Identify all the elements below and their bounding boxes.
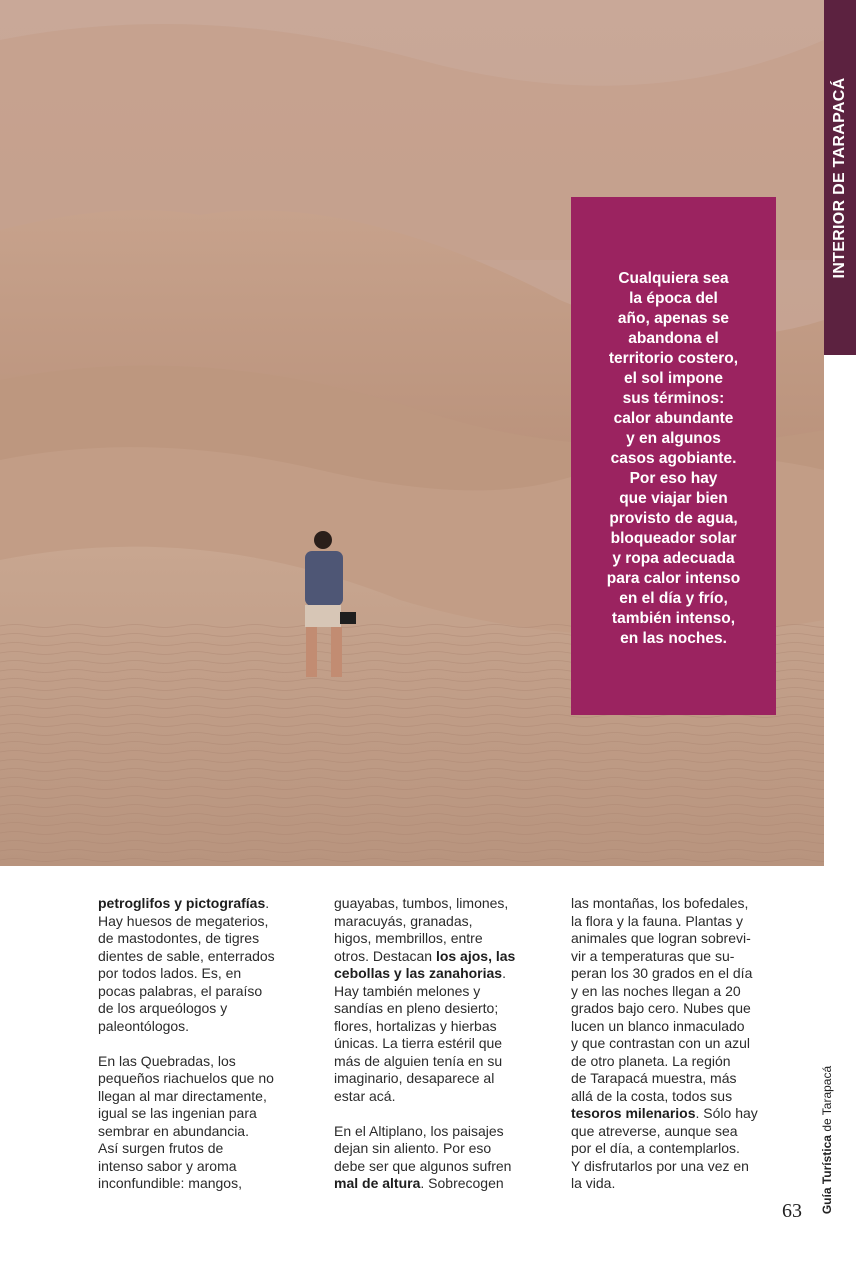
quote-line: provisto de agua,	[609, 510, 738, 527]
quote-line: el sol impone	[623, 370, 724, 387]
text-line: sandías en pleno desierto;	[334, 1000, 499, 1016]
quote-line: Por eso hay	[629, 470, 718, 487]
quote-line: Cualquiera sea	[618, 270, 729, 287]
guide-title: Guía Turística	[820, 1135, 834, 1215]
text-line: guayabas, tumbos, limones,	[334, 895, 509, 911]
quote-line: en el día y frío,	[619, 590, 728, 607]
text-line: la vida.	[571, 1175, 616, 1191]
text-line: únicas. La tierra estéril que	[334, 1035, 503, 1051]
section-side-tab-label: INTERIOR DE TARAPACÁ	[831, 77, 848, 278]
quote-line: bloqueador solar	[610, 530, 737, 547]
quote-line: año, apenas se	[617, 310, 730, 327]
quote-line: la época del	[629, 290, 718, 307]
paragraph-gap	[98, 1035, 304, 1053]
paragraph-gap	[334, 1105, 540, 1123]
bold-phrase: mal de altura	[334, 1175, 421, 1191]
text-line: allá de la costa, todos sus	[571, 1087, 733, 1104]
text-line: sembrar en abundancia.	[98, 1122, 249, 1139]
text-line: de los arqueólogos y	[98, 1000, 228, 1016]
text-line: las montañas, los bofedales,	[571, 895, 749, 911]
body-column-1	[98, 895, 304, 1193]
quote-line: territorio costero,	[608, 350, 739, 367]
section-side-tab	[824, 0, 856, 355]
text-line: imaginario, desaparece al	[334, 1070, 495, 1086]
text-line: lucen un blanco inmaculado	[571, 1017, 745, 1034]
text-line: En el Altiplano, los paisajes	[334, 1122, 504, 1139]
text-line: de Tarapacá muestra, más	[571, 1070, 737, 1086]
text-line: y en las noches llegan a 20	[571, 982, 741, 999]
text-line: dejan sin aliento. Por eso	[334, 1140, 492, 1156]
text-line: peran los 30 grados en el día	[571, 965, 753, 981]
text-line: petroglifos y pictografías.	[98, 895, 270, 911]
quote-line: calor abundante	[613, 410, 734, 427]
text-line: maracuyás, granadas,	[334, 912, 473, 929]
text-line: grados bajo cero. Nubes que	[571, 1000, 751, 1016]
page-number: 63	[782, 1200, 802, 1222]
bold-phrase: los ajos, las	[435, 947, 516, 964]
guide-footer	[812, 1065, 842, 1215]
text-line: dientes de sable, enterrados	[98, 947, 275, 964]
bold-phrase: tesoros milenarios	[571, 1105, 696, 1121]
text-line: inconfundible: mangos,	[98, 1175, 242, 1191]
body-column-2	[334, 895, 540, 1193]
text-line: estar acá.	[334, 1087, 396, 1104]
text-line: la flora y la fauna. Plantas y	[571, 912, 743, 929]
quote-line: que viajar bien	[619, 490, 728, 507]
text-line: más de alguien tenía en su	[334, 1052, 503, 1069]
text-line: y que contrastan con un azul	[571, 1035, 751, 1051]
text-line: paleontólogos.	[98, 1017, 190, 1034]
bold-phrase: petroglifos y pictografías	[98, 895, 266, 911]
text-line: igual se las ingenian para	[98, 1105, 257, 1121]
text-line: pequeños riachuelos que no	[98, 1070, 274, 1086]
text-line: vir a temperaturas que su-	[571, 947, 735, 964]
text-line: por el día, a contemplarlos.	[571, 1140, 740, 1156]
quote-line: también intenso,	[611, 610, 736, 627]
text-line: llegan al mar directamente,	[98, 1087, 267, 1104]
text-line: intenso sabor y aroma	[98, 1157, 237, 1174]
quote-line: y en algunos	[626, 430, 721, 447]
pull-quote-box	[571, 197, 776, 715]
text-line: Así surgen frutos de	[98, 1140, 224, 1156]
text-line: flores, hortalizas y hierbas	[334, 1017, 497, 1034]
text-line: mal de altura. Sobrecogen	[334, 1175, 504, 1191]
text-line: de mastodontes, de tigres	[98, 930, 260, 946]
text-line: higos, membrillos, entre	[334, 930, 483, 946]
text-line: debe ser que algunos sufren	[334, 1157, 512, 1174]
quote-line: sus términos:	[622, 390, 725, 407]
guide-subtitle: de Tarapacá	[820, 1065, 834, 1132]
text-line: otros. Destacan los ajos, las	[334, 947, 516, 964]
quote-line: para calor intenso	[606, 570, 741, 587]
text-line: Hay huesos de megaterios,	[98, 912, 269, 929]
body-column-3	[571, 895, 777, 1193]
bold-phrase: cebollas y las zanahorias	[334, 965, 503, 981]
text-line: pocas palabras, el paraíso	[98, 982, 263, 999]
text-line: de otro planeta. La región	[571, 1052, 731, 1069]
quote-line: en las noches.	[620, 630, 727, 647]
text-line: por todos lados. Es, en	[98, 965, 242, 981]
text-line: cebollas y las zanahorias.	[334, 965, 506, 981]
text-line: Y disfrutarlos por una vez en	[571, 1157, 749, 1174]
text-line: que atreverse, aunque sea	[571, 1122, 738, 1139]
text-line: animales que logran sobrevi-	[571, 930, 751, 946]
pull-quote-text	[571, 269, 776, 649]
quote-line: casos agobiante.	[610, 450, 737, 467]
text-line: En las Quebradas, los	[98, 1052, 236, 1069]
text-line: tesoros milenarios. Sólo hay	[571, 1105, 758, 1121]
quote-line: y ropa adecuada	[612, 550, 735, 567]
text-line: Hay también melones y	[334, 982, 481, 999]
quote-line: abandona el	[628, 330, 719, 347]
